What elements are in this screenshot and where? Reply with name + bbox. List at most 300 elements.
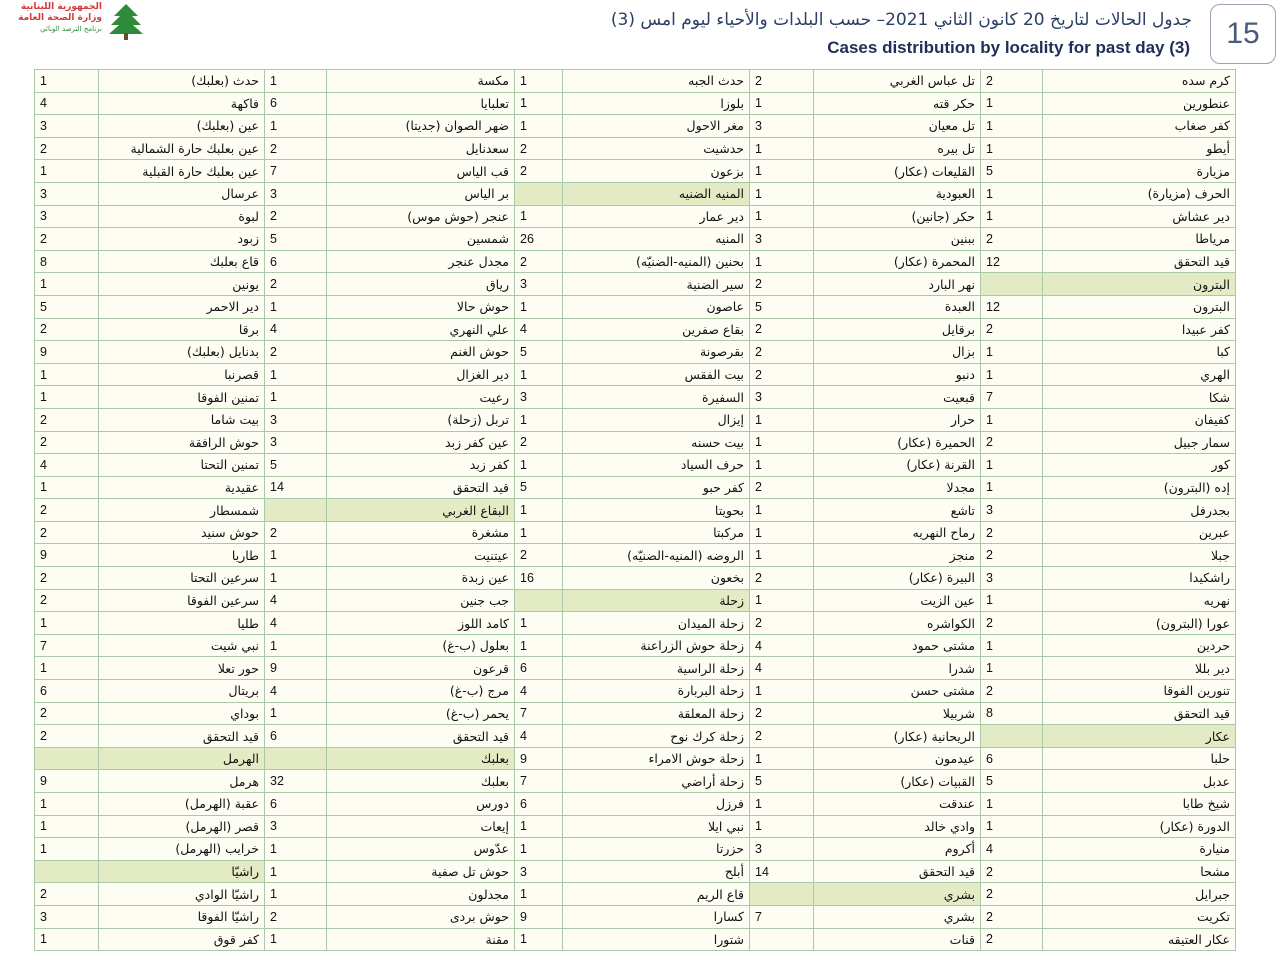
case-count: 5 xyxy=(750,770,814,793)
locality-name: عنطورين xyxy=(1043,92,1236,115)
case-count: 2 xyxy=(35,725,99,748)
locality-name: تل معيان xyxy=(814,115,981,138)
locality-name: عيتنيت xyxy=(327,544,515,567)
locality-name: عكار العتيقه xyxy=(1043,928,1236,951)
case-count: 3 xyxy=(750,228,814,251)
locality-name: بعلول (ب-غ) xyxy=(327,634,515,657)
locality-name: راشيّا الوادي xyxy=(99,883,265,906)
case-count: 6 xyxy=(265,92,327,115)
report-title-english: Cases distribution by locality for past day (3) xyxy=(827,38,1190,57)
case-count: 6 xyxy=(265,793,327,816)
case-count: 1 xyxy=(265,838,327,861)
locality-name: شكا xyxy=(1043,386,1236,409)
locality-name: برقايل xyxy=(814,318,981,341)
table-row xyxy=(35,182,1236,205)
case-count: 1 xyxy=(750,815,814,838)
case-count xyxy=(265,499,327,522)
locality-name: بوداي xyxy=(99,702,265,725)
locality-name: حكر (جانين) xyxy=(814,205,981,228)
table-row xyxy=(35,702,1236,725)
case-count: 4 xyxy=(515,680,563,703)
case-count: 5 xyxy=(265,228,327,251)
table-row xyxy=(35,634,1236,657)
case-count: 2 xyxy=(750,363,814,386)
case-count: 2 xyxy=(265,273,327,296)
locality-name: كبا xyxy=(1043,341,1236,364)
locality-name: بيت حسنه xyxy=(563,431,750,454)
case-count: 2 xyxy=(981,544,1043,567)
locality-name: بحويتا xyxy=(563,499,750,522)
locality-name: بشري xyxy=(814,905,981,928)
locality-name: نهر البارد xyxy=(814,273,981,296)
case-count: 4 xyxy=(750,657,814,680)
case-count xyxy=(981,273,1043,296)
locality-name: حدشيت xyxy=(563,137,750,160)
locality-name: عبرين xyxy=(1043,521,1236,544)
locality-name: جبرايل xyxy=(1043,883,1236,906)
table-row xyxy=(35,612,1236,635)
case-count: 1 xyxy=(750,793,814,816)
table-row xyxy=(35,160,1236,183)
case-count: 1 xyxy=(981,92,1043,115)
case-count: 2 xyxy=(750,725,814,748)
locality-name: زبود xyxy=(99,228,265,251)
locality-name: شربيلا xyxy=(814,702,981,725)
table-row xyxy=(35,838,1236,861)
locality-name: دير الغزال xyxy=(327,363,515,386)
locality-name: مزيارة xyxy=(1043,160,1236,183)
case-count: 1 xyxy=(265,386,327,409)
case-count: 5 xyxy=(35,295,99,318)
locality-name: قيد التحقق xyxy=(1043,250,1236,273)
case-count: 9 xyxy=(35,341,99,364)
locality-name: زحلة حوش الامراء xyxy=(563,747,750,770)
locality-name: برقا xyxy=(99,318,265,341)
locality-name: عورا (البترون) xyxy=(1043,612,1236,635)
case-count: 1 xyxy=(515,521,563,544)
case-count: 4 xyxy=(35,92,99,115)
locality-name: زحلة البربارة xyxy=(563,680,750,703)
locality-name: حردين xyxy=(1043,634,1236,657)
case-count: 1 xyxy=(981,815,1043,838)
table-row xyxy=(35,499,1236,522)
locality-name: الدورة (عكار) xyxy=(1043,815,1236,838)
locality-name: مشحا xyxy=(1043,860,1236,883)
locality-name: عاصون xyxy=(563,295,750,318)
case-count: 1 xyxy=(515,205,563,228)
locality-name: بقرصونة xyxy=(563,341,750,364)
table-row xyxy=(35,228,1236,251)
case-count: 1 xyxy=(981,793,1043,816)
table-row xyxy=(35,747,1236,770)
locality-name: شيخ طابا xyxy=(1043,793,1236,816)
locality-name: القليعات (عكار) xyxy=(814,160,981,183)
case-count: 2 xyxy=(265,905,327,928)
locality-name: الهري xyxy=(1043,363,1236,386)
case-count xyxy=(515,589,563,612)
case-count: 2 xyxy=(35,883,99,906)
case-count: 2 xyxy=(515,544,563,567)
case-count: 2 xyxy=(750,318,814,341)
locality-name: بحنين (المنيه-الضنيّه) xyxy=(563,250,750,273)
case-count: 9 xyxy=(515,905,563,928)
locality-name: شتورا xyxy=(563,928,750,951)
case-count: 3 xyxy=(981,499,1043,522)
case-count: 14 xyxy=(265,476,327,499)
locality-name: تاشع xyxy=(814,499,981,522)
case-count: 4 xyxy=(265,612,327,635)
locality-name: نبي شيت xyxy=(99,634,265,657)
case-count: 1 xyxy=(515,408,563,431)
locality-name: عين بعلبك حارة القبلية xyxy=(99,160,265,183)
case-count: 3 xyxy=(35,115,99,138)
table-row xyxy=(35,883,1236,906)
district-header: البقاع الغربي xyxy=(327,499,515,522)
locality-name: عنجر (حوش موس) xyxy=(327,205,515,228)
locality-name: يونين xyxy=(99,273,265,296)
case-count: 1 xyxy=(35,476,99,499)
case-count: 2 xyxy=(35,567,99,590)
case-count: 3 xyxy=(515,386,563,409)
locality-name: جب جنين xyxy=(327,589,515,612)
case-count: 5 xyxy=(981,160,1043,183)
case-count: 1 xyxy=(515,883,563,906)
case-count: 1 xyxy=(265,928,327,951)
case-count: 2 xyxy=(750,567,814,590)
table-row xyxy=(35,431,1236,454)
locality-name: قاع الريم xyxy=(563,883,750,906)
case-count: 1 xyxy=(981,205,1043,228)
locality-name: عدبل xyxy=(1043,770,1236,793)
case-count: 5 xyxy=(750,295,814,318)
locality-name: ضهر الصوان (جديتا) xyxy=(327,115,515,138)
case-count: 3 xyxy=(750,838,814,861)
locality-name: كفر عبيدا xyxy=(1043,318,1236,341)
case-count: 1 xyxy=(750,499,814,522)
case-count: 2 xyxy=(981,905,1043,928)
locality-name: حوش الرافقة xyxy=(99,431,265,454)
locality-name: مرج (ب-غ) xyxy=(327,680,515,703)
locality-name: قاع بعلبك xyxy=(99,250,265,273)
locality-name: عقيدية xyxy=(99,476,265,499)
locality-name: طاريا xyxy=(99,544,265,567)
locality-name: حوش سنيد xyxy=(99,521,265,544)
locality-name: سير الضنية xyxy=(563,273,750,296)
case-count: 2 xyxy=(981,318,1043,341)
table-row xyxy=(35,725,1236,748)
case-count: 1 xyxy=(750,205,814,228)
case-count: 1 xyxy=(750,680,814,703)
case-count: 1 xyxy=(750,92,814,115)
locality-name: عين (بعلبك) xyxy=(99,115,265,138)
case-count: 2 xyxy=(35,589,99,612)
table-row xyxy=(35,341,1236,364)
case-count: 2 xyxy=(981,928,1043,951)
case-count: 6 xyxy=(515,657,563,680)
table-row xyxy=(35,454,1236,477)
locality-name: زحلة المعلقة xyxy=(563,702,750,725)
case-count: 1 xyxy=(981,115,1043,138)
locality-name: فاكهة xyxy=(99,92,265,115)
case-count: 2 xyxy=(515,137,563,160)
locality-name: مكسة xyxy=(327,70,515,93)
case-count: 1 xyxy=(515,928,563,951)
locality-name: حلبا xyxy=(1043,747,1236,770)
locality-name: جبلا xyxy=(1043,544,1236,567)
case-count: 9 xyxy=(515,747,563,770)
locality-name: بعلبك xyxy=(327,770,515,793)
locality-name: تكريت xyxy=(1043,905,1236,928)
locality-name: بجدرفل xyxy=(1043,499,1236,522)
table-row xyxy=(35,273,1236,296)
table-row xyxy=(35,115,1236,138)
locality-name: مجدل عنجر xyxy=(327,250,515,273)
locality-name: العبودية xyxy=(814,182,981,205)
locality-name: القرنة (عكار) xyxy=(814,454,981,477)
case-count: 3 xyxy=(265,408,327,431)
locality-name: الكواشره xyxy=(814,612,981,635)
case-count: 2 xyxy=(981,70,1043,93)
cedar-icon xyxy=(106,2,146,42)
case-count: 2 xyxy=(981,612,1043,635)
case-count: 1 xyxy=(35,657,99,680)
locality-name: فرزل xyxy=(563,793,750,816)
case-count: 7 xyxy=(515,702,563,725)
locality-name: دير بللا xyxy=(1043,657,1236,680)
case-count: 1 xyxy=(265,702,327,725)
locality-name: الريحانية (عكار) xyxy=(814,725,981,748)
table-row xyxy=(35,815,1236,838)
case-count: 2 xyxy=(750,70,814,93)
locality-name: تل عباس الغربي xyxy=(814,70,981,93)
locality-name: تنورين الفوقا xyxy=(1043,680,1236,703)
locality-name: تل بيره xyxy=(814,137,981,160)
locality-name: زحلة أراضي xyxy=(563,770,750,793)
case-count: 1 xyxy=(35,793,99,816)
table-row xyxy=(35,92,1236,115)
table-row xyxy=(35,295,1236,318)
case-count: 2 xyxy=(35,431,99,454)
case-count: 4 xyxy=(265,680,327,703)
table-row xyxy=(35,476,1236,499)
table-row xyxy=(35,250,1236,273)
locality-name: حكر قته xyxy=(814,92,981,115)
case-count: 2 xyxy=(750,612,814,635)
district-header: بعلبك xyxy=(327,747,515,770)
case-count: 1 xyxy=(750,160,814,183)
case-count: 8 xyxy=(35,250,99,273)
case-count: 1 xyxy=(35,70,99,93)
case-count: 1 xyxy=(265,860,327,883)
cases-table xyxy=(34,69,1236,951)
locality-name: أكروم xyxy=(814,838,981,861)
locality-name: أيطو xyxy=(1043,137,1236,160)
case-count: 3 xyxy=(750,386,814,409)
locality-name: أبلح xyxy=(563,860,750,883)
table-row xyxy=(35,793,1236,816)
locality-name: قصر (الهرمل) xyxy=(99,815,265,838)
case-count: 4 xyxy=(750,634,814,657)
case-count xyxy=(750,928,814,951)
case-count: 1 xyxy=(981,137,1043,160)
locality-name: تعلبايا xyxy=(327,92,515,115)
case-count: 4 xyxy=(265,318,327,341)
locality-name: سعدنايل xyxy=(327,137,515,160)
case-count: 1 xyxy=(265,634,327,657)
locality-name: رماح النهريه xyxy=(814,521,981,544)
case-count: 1 xyxy=(35,612,99,635)
district-header: عكار xyxy=(1043,725,1236,748)
locality-name: علي النهري xyxy=(327,318,515,341)
case-count: 1 xyxy=(265,295,327,318)
case-count: 1 xyxy=(265,883,327,906)
case-count: 1 xyxy=(35,815,99,838)
case-count: 9 xyxy=(35,544,99,567)
locality-name: تمنين الفوقا xyxy=(99,386,265,409)
locality-name: البترون xyxy=(1043,295,1236,318)
locality-name: مغر الاحول xyxy=(563,115,750,138)
locality-name: سرعين التحتا xyxy=(99,567,265,590)
case-count: 1 xyxy=(750,454,814,477)
locality-name: حدث الجبه xyxy=(563,70,750,93)
case-count: 2 xyxy=(265,341,327,364)
locality-name: رياق xyxy=(327,273,515,296)
locality-name: قيد التحقق xyxy=(327,725,515,748)
cases-table-body xyxy=(35,70,1236,951)
locality-name: حرف السياد xyxy=(563,454,750,477)
table-row xyxy=(35,680,1236,703)
case-count: 1 xyxy=(981,341,1043,364)
case-count: 2 xyxy=(35,228,99,251)
table-row xyxy=(35,567,1236,590)
locality-name: بر الياس xyxy=(327,182,515,205)
case-count: 1 xyxy=(35,386,99,409)
locality-name: دورس xyxy=(327,793,515,816)
locality-name: قب الياس xyxy=(327,160,515,183)
locality-name: عيدمون xyxy=(814,747,981,770)
case-count: 7 xyxy=(35,634,99,657)
locality-name: إيعات xyxy=(327,815,515,838)
case-count: 1 xyxy=(515,815,563,838)
case-count: 2 xyxy=(35,137,99,160)
case-count: 1 xyxy=(981,454,1043,477)
table-row xyxy=(35,544,1236,567)
district-header: البترون xyxy=(1043,273,1236,296)
case-count: 2 xyxy=(515,160,563,183)
locality-name: عين كفر زبد xyxy=(327,431,515,454)
locality-name: مشغرة xyxy=(327,521,515,544)
case-count: 1 xyxy=(750,544,814,567)
case-count: 4 xyxy=(265,589,327,612)
case-count: 1 xyxy=(515,363,563,386)
case-count: 1 xyxy=(750,408,814,431)
case-count: 2 xyxy=(265,137,327,160)
locality-name: مجدلون xyxy=(327,883,515,906)
locality-name: سمار جبيل xyxy=(1043,431,1236,454)
locality-name: كفر صغاب xyxy=(1043,115,1236,138)
table-row xyxy=(35,205,1236,228)
case-count: 14 xyxy=(750,860,814,883)
locality-name: وادي خالد xyxy=(814,815,981,838)
logo-text xyxy=(8,2,102,35)
locality-name: بدنايل (بعلبك) xyxy=(99,341,265,364)
locality-name: البيرة (عكار) xyxy=(814,567,981,590)
district-header: بشري xyxy=(814,883,981,906)
case-count: 4 xyxy=(515,725,563,748)
case-count: 1 xyxy=(515,92,563,115)
table-row xyxy=(35,589,1236,612)
locality-name: زحلة الميدان xyxy=(563,612,750,635)
locality-name: شدرا xyxy=(814,657,981,680)
locality-name: هرمل xyxy=(99,770,265,793)
case-count: 7 xyxy=(515,770,563,793)
locality-name: كفر حبو xyxy=(563,476,750,499)
locality-name: طليا xyxy=(99,612,265,635)
case-count: 2 xyxy=(35,499,99,522)
case-count: 16 xyxy=(515,567,563,590)
locality-name: إده (البترون) xyxy=(1043,476,1236,499)
case-count: 1 xyxy=(35,160,99,183)
case-count: 3 xyxy=(265,815,327,838)
case-count: 7 xyxy=(981,386,1043,409)
locality-name: زحلة الراسية xyxy=(563,657,750,680)
locality-name: بيت شاما xyxy=(99,408,265,431)
case-count: 2 xyxy=(981,431,1043,454)
locality-name: عدّوس xyxy=(327,838,515,861)
locality-name: بخعون xyxy=(563,567,750,590)
case-count: 1 xyxy=(265,70,327,93)
case-count: 1 xyxy=(981,657,1043,680)
locality-name: الحميرة (عكار) xyxy=(814,431,981,454)
case-count: 6 xyxy=(981,747,1043,770)
locality-name: منجز xyxy=(814,544,981,567)
case-count: 1 xyxy=(981,363,1043,386)
case-count: 3 xyxy=(750,115,814,138)
locality-name: راشكيدا xyxy=(1043,567,1236,590)
locality-name: السفيرة xyxy=(563,386,750,409)
case-count: 1 xyxy=(515,115,563,138)
locality-name: مشتى حمود xyxy=(814,634,981,657)
locality-name: حزرتا xyxy=(563,838,750,861)
table-row xyxy=(35,70,1236,93)
table-row xyxy=(35,318,1236,341)
case-count: 5 xyxy=(515,341,563,364)
case-count xyxy=(750,883,814,906)
case-count: 3 xyxy=(35,905,99,928)
case-count: 2 xyxy=(515,431,563,454)
locality-name: حدث (بعلبك) xyxy=(99,70,265,93)
case-count: 5 xyxy=(265,454,327,477)
case-count: 3 xyxy=(981,567,1043,590)
case-count: 6 xyxy=(35,680,99,703)
locality-name: بريتال xyxy=(99,680,265,703)
case-count: 2 xyxy=(750,476,814,499)
locality-name: الروضه (المنيه-الضنيّه) xyxy=(563,544,750,567)
case-count: 1 xyxy=(981,408,1043,431)
case-count: 2 xyxy=(515,250,563,273)
case-count: 1 xyxy=(750,431,814,454)
case-count: 1 xyxy=(265,115,327,138)
case-count: 1 xyxy=(515,634,563,657)
cases-table-container xyxy=(34,69,1235,951)
table-row xyxy=(35,137,1236,160)
locality-name: زحلة كرك نوح xyxy=(563,725,750,748)
locality-name: منيارة xyxy=(1043,838,1236,861)
district-header: راشيّا xyxy=(99,860,265,883)
table-row xyxy=(35,770,1236,793)
case-count: 5 xyxy=(515,476,563,499)
case-count: 1 xyxy=(750,521,814,544)
